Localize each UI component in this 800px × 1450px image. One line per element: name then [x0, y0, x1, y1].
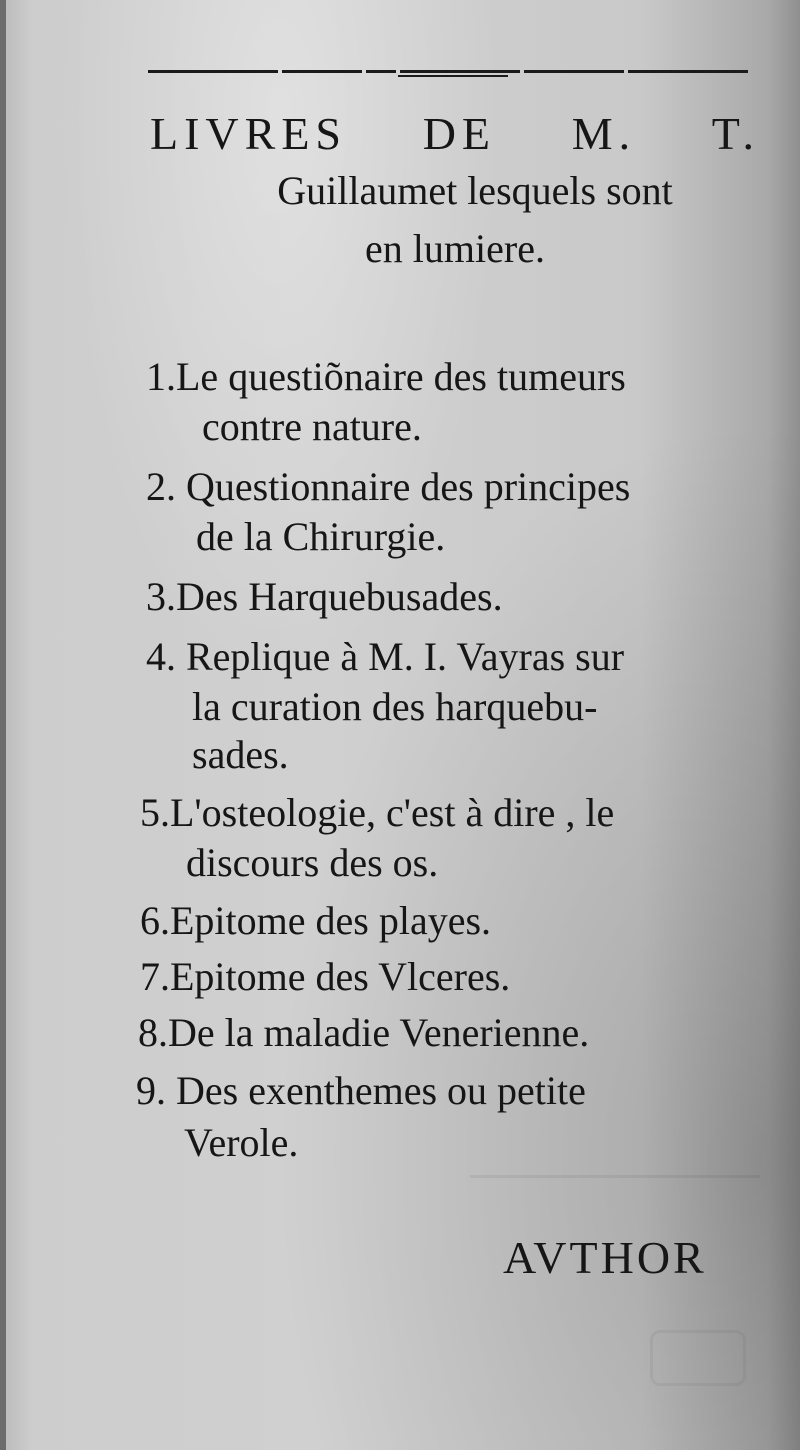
list-item	[146, 352, 626, 402]
list-item-continuation: sades.	[192, 732, 289, 777]
heading-line-3: en lumiere.	[365, 226, 545, 271]
item-number: 5.	[140, 790, 170, 835]
list-item	[146, 572, 503, 622]
heading-line-1	[150, 106, 760, 162]
list-item	[146, 462, 630, 512]
heading-word: DE	[422, 108, 497, 159]
list-item-continuation: contre nature.	[202, 404, 422, 449]
item-number: 7.	[140, 954, 170, 999]
show-through-mark	[650, 1330, 746, 1386]
author-signature: AVTHOR	[503, 1232, 707, 1283]
item-number: 3.	[146, 574, 176, 619]
item-text: Replique à M. I. Vayras sur	[186, 634, 625, 679]
item-number: 2.	[146, 464, 176, 509]
item-text: Epitome des Vlceres.	[170, 954, 511, 999]
item-text: De la maladie Venerienne.	[168, 1010, 590, 1055]
header-rule	[148, 70, 748, 80]
item-text: Epitome des playes.	[170, 898, 492, 943]
page-heading	[150, 106, 760, 278]
show-through-mark	[470, 1135, 760, 1178]
list-item	[136, 1066, 586, 1116]
item-number: 4.	[146, 634, 176, 679]
list-item-continuation: la curation des harquebu-	[192, 684, 598, 729]
item-text: L'osteologie, c'est à dire , le	[170, 790, 615, 835]
list-item	[140, 896, 491, 946]
list-item	[140, 952, 510, 1002]
item-text: Questionnaire des principes	[186, 464, 631, 509]
item-text: Des exenthemes ou petite	[176, 1068, 586, 1113]
item-text: Des Harquebusades.	[176, 574, 503, 619]
item-number: 9.	[136, 1068, 166, 1113]
page-edge-shadow	[0, 0, 6, 1450]
item-number: 1.	[146, 354, 176, 399]
list-item	[140, 788, 614, 838]
list-item	[138, 1008, 589, 1058]
heading-word: M.	[571, 108, 637, 159]
heading-word: T.	[711, 108, 760, 159]
list-item-continuation: Verole.	[184, 1120, 299, 1165]
item-number: 8.	[138, 1010, 168, 1055]
list-item	[146, 632, 624, 682]
list-item-continuation: de la Chirurgie.	[196, 514, 446, 559]
item-text: Le questiõnaire des tumeurs	[176, 354, 626, 399]
heading-line-2: Guillaumet lesquels sont	[277, 168, 673, 213]
item-number: 6.	[140, 898, 170, 943]
heading-word: LIVRES	[150, 108, 347, 159]
list-item-continuation: discours des os.	[186, 840, 439, 885]
